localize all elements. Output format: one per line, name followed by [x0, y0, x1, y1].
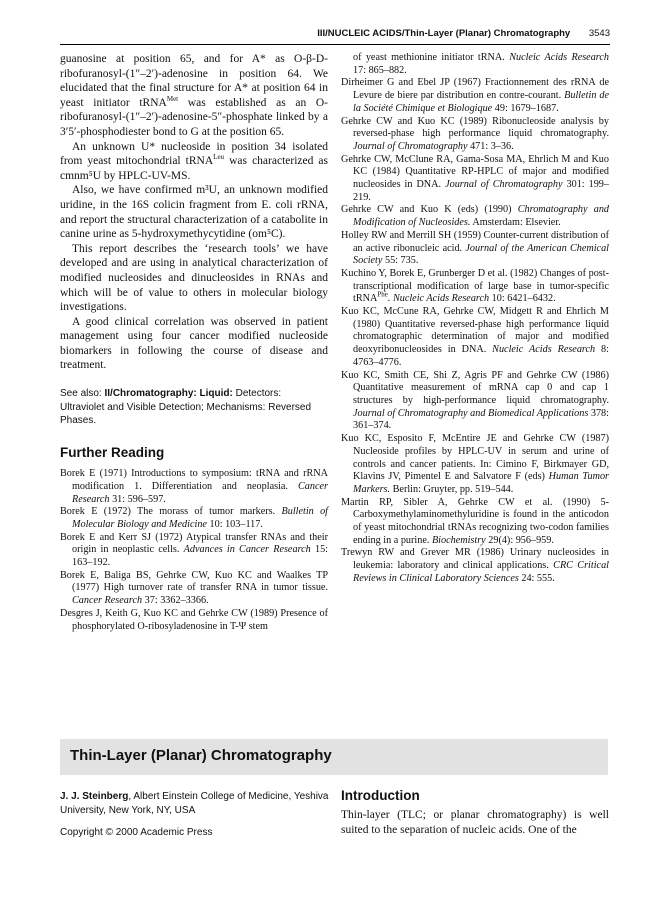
reference-continuation: of yeast methionine initiator tRNA. Nucleic Acids Research 17: 865–882. — [353, 52, 609, 76]
body-paragraph: Also, we have confirmed m³U, an unknown modified uridine, in the 16S colicin fragment from E. coli rRNA, and report the structural characterization of a catabolite in canine urine as 5-hydroxymethycytidine (om⁵C). — [60, 184, 328, 241]
right-column — [341, 52, 609, 586]
further-reading-heading: Further Reading — [60, 444, 165, 460]
reference-item: Holley RW and Merrill SH (1959) Counter-current distribution of an active ribonucleic acid. Journal of the American Chemical Society 55: 735. — [341, 229, 609, 267]
reference-item: Kuo KC, Smith CE, Shi Z, Agris PF and Gehrke CW (1986) Quantitative measurement of mRNA cap 0 and cap 1 structures by high-performance liquid chromatography. Journal of Chromatography and Biomedical Applications 378: 361–374. — [341, 369, 609, 432]
reference-item: Desgres J, Keith G, Kuo KC and Gehrke CW (1989) Presence of phosphorylated O-ribosyladenosine in T-Ψ stem — [60, 607, 328, 632]
reference-item: Martin RP, Sibler A, Gehrke CW et al. (1990) 5-Carboxymethylaminomethyluridine is found in the anticodon of yeast mitochondrial tRNAs recognizing two-codon families ending in a purine. Biochemistry 29(4): 956–959. — [341, 496, 609, 546]
see-also-link[interactable]: II/Chromatography: Liquid: — [104, 388, 233, 400]
reference-item: Borek E, Baliga BS, Gehrke CW, Kuo KC and Waalkes TP (1977) High turnover rate of transfer RNA in tumor tissue. Cancer Research 37: 3362–3366. — [60, 569, 328, 607]
body-paragraph: This report describes the ‘research tools’ we have developed and are using in analytical characterization of modified nucleosides and dinucleosides in RNAs and which will be of value to others in molecular biology investigations. — [60, 242, 328, 314]
running-header — [60, 28, 610, 39]
reference-item: Borek E and Kerr SJ (1972) Atypical transfer RNAs and their origin in neoplastic cells. Advances in Cancer Research 15: 163–192. — [60, 531, 328, 569]
body-paragraph: An unknown U* nucleoside in position 34 isolated from yeast mitochondrial tRNA$^{Leu}$ was characterized as cmnm⁵U by HPLC-UV-MS. — [60, 140, 328, 182]
reference-item: Trewyn RW and Grever MR (1986) Urinary nucleosides in leukemia: laboratory and clinical applications. CRC Critical Reviews in Clinical Laboratory Sciences 24: 555. — [341, 547, 609, 584]
introduction-heading: Introduction — [341, 788, 420, 803]
reference-item: Kuo KC, Esposito F, McEntire JE and Gehrke CW (1987) Nucleoside profiles by HPLC-UV in serum and urine of controls and cancer patients. In: Cimino F, Birkmayer GD, Klavins JV, Pimentel E and Salvatore F (eds) Human Tumor Markers. Berlin: Gruyter, pp. 519–544. — [341, 433, 610, 495]
reference-item: Gehrke CW, McClune RA, Gama-Sosa MA, Ehrlich M and Kuo KC (1984) Quantitative RP-HPLC of major and modified nucleosides in DNA. Journal of Chromatography 301: 199–219. — [341, 153, 609, 203]
reference-item: Borek E (1972) The morass of tumor markers. Bulletin of Molecular Biology and Medicine 10: 103–117. — [60, 506, 328, 530]
header-rule — [60, 44, 610, 45]
article-title-band — [60, 739, 608, 775]
copyright-line: Copyright © 2000 Academic Press — [60, 827, 213, 838]
introduction-paragraph: Thin-layer (TLC; or planar chromatography) is well suited to the separation of nucleic acids. One of the — [341, 809, 609, 836]
running-title: III/NUCLEIC ACIDS/Thin-Layer (Planar) Chromatography — [317, 28, 571, 39]
author-block — [60, 790, 330, 817]
reference-item: Dirheimer G and Ebel JP (1967) Fractionnement des rRNA de Levure de biere par distribution en contre-courant. Bulletin de la Société Chimique et Biologique 49: 1679–1687. — [341, 77, 609, 114]
reference-item: Gehrke CW and Kuo KC (1989) Ribonucleoside analysis by reversed-phase high performance liquid chromatography. Journal of Chromatography 471: 3–36. — [341, 115, 609, 152]
article-title: Thin-Layer (Planar) Chromatography — [70, 747, 332, 764]
reference-item: Gehrke CW and Kuo K (eds) (1990) Chromatography and Modification of Nucleosides. Amsterdam: Elsevier. — [341, 204, 610, 229]
author-name: J. J. Steinberg — [60, 791, 129, 802]
reference-item: Borek E (1971) Introductions to symposium: tRNA and rRNA modification 1. Differentiation and neoplasia. Cancer Research 31: 596–597. — [60, 468, 328, 505]
body-paragraph: A good clinical correlation was observed in patient management using four cancer modified nucleoside biomarkers in following the course of disease and treatment. — [60, 315, 328, 372]
page-number: 3543 — [588, 28, 610, 39]
see-also: See also: II/Chromatography: Liquid: Detectors: Ultraviolet and Visible Detection; Mechanisms: Reversed Phases. — [60, 388, 312, 427]
reference-item: Kuchino Y, Borek E, Grunberger D et al. (1982) Changes of post-transcriptional modification of large base in tumor-specific tRNA$^{Phe}$. Nucleic Acids Research 10: 6421–6432. — [341, 267, 609, 305]
reference-item: Kuo KC, McCune RA, Gehrke CW, Midgett R and Ehrlich M (1980) Quantitative reversed-phase high performance liquid chromatographic determination of major and modified deoxyribonucleosides in DNA. Nucleic Acids Research 8: 4763–4776. — [341, 306, 609, 368]
author-affiliation: , Albert Einstein College of Medicine, Yeshiva University, New York, NY, USA — [60, 791, 329, 816]
body-paragraph: guanosine at position 65, and for A* as O-β-D-ribofuranosyl-(1″–2′)-adenosine in position 64. We elucidated that the final structure for A* at position 64 in yeast initiator tRNA$^{Met}$ was established as an O-ribofuranosyl-(1″–2′)-adenosine-5″-phosphate linked by a 3′5′-phosphodiester bond to G at the position 65. — [60, 53, 328, 138]
left-column — [60, 52, 328, 633]
